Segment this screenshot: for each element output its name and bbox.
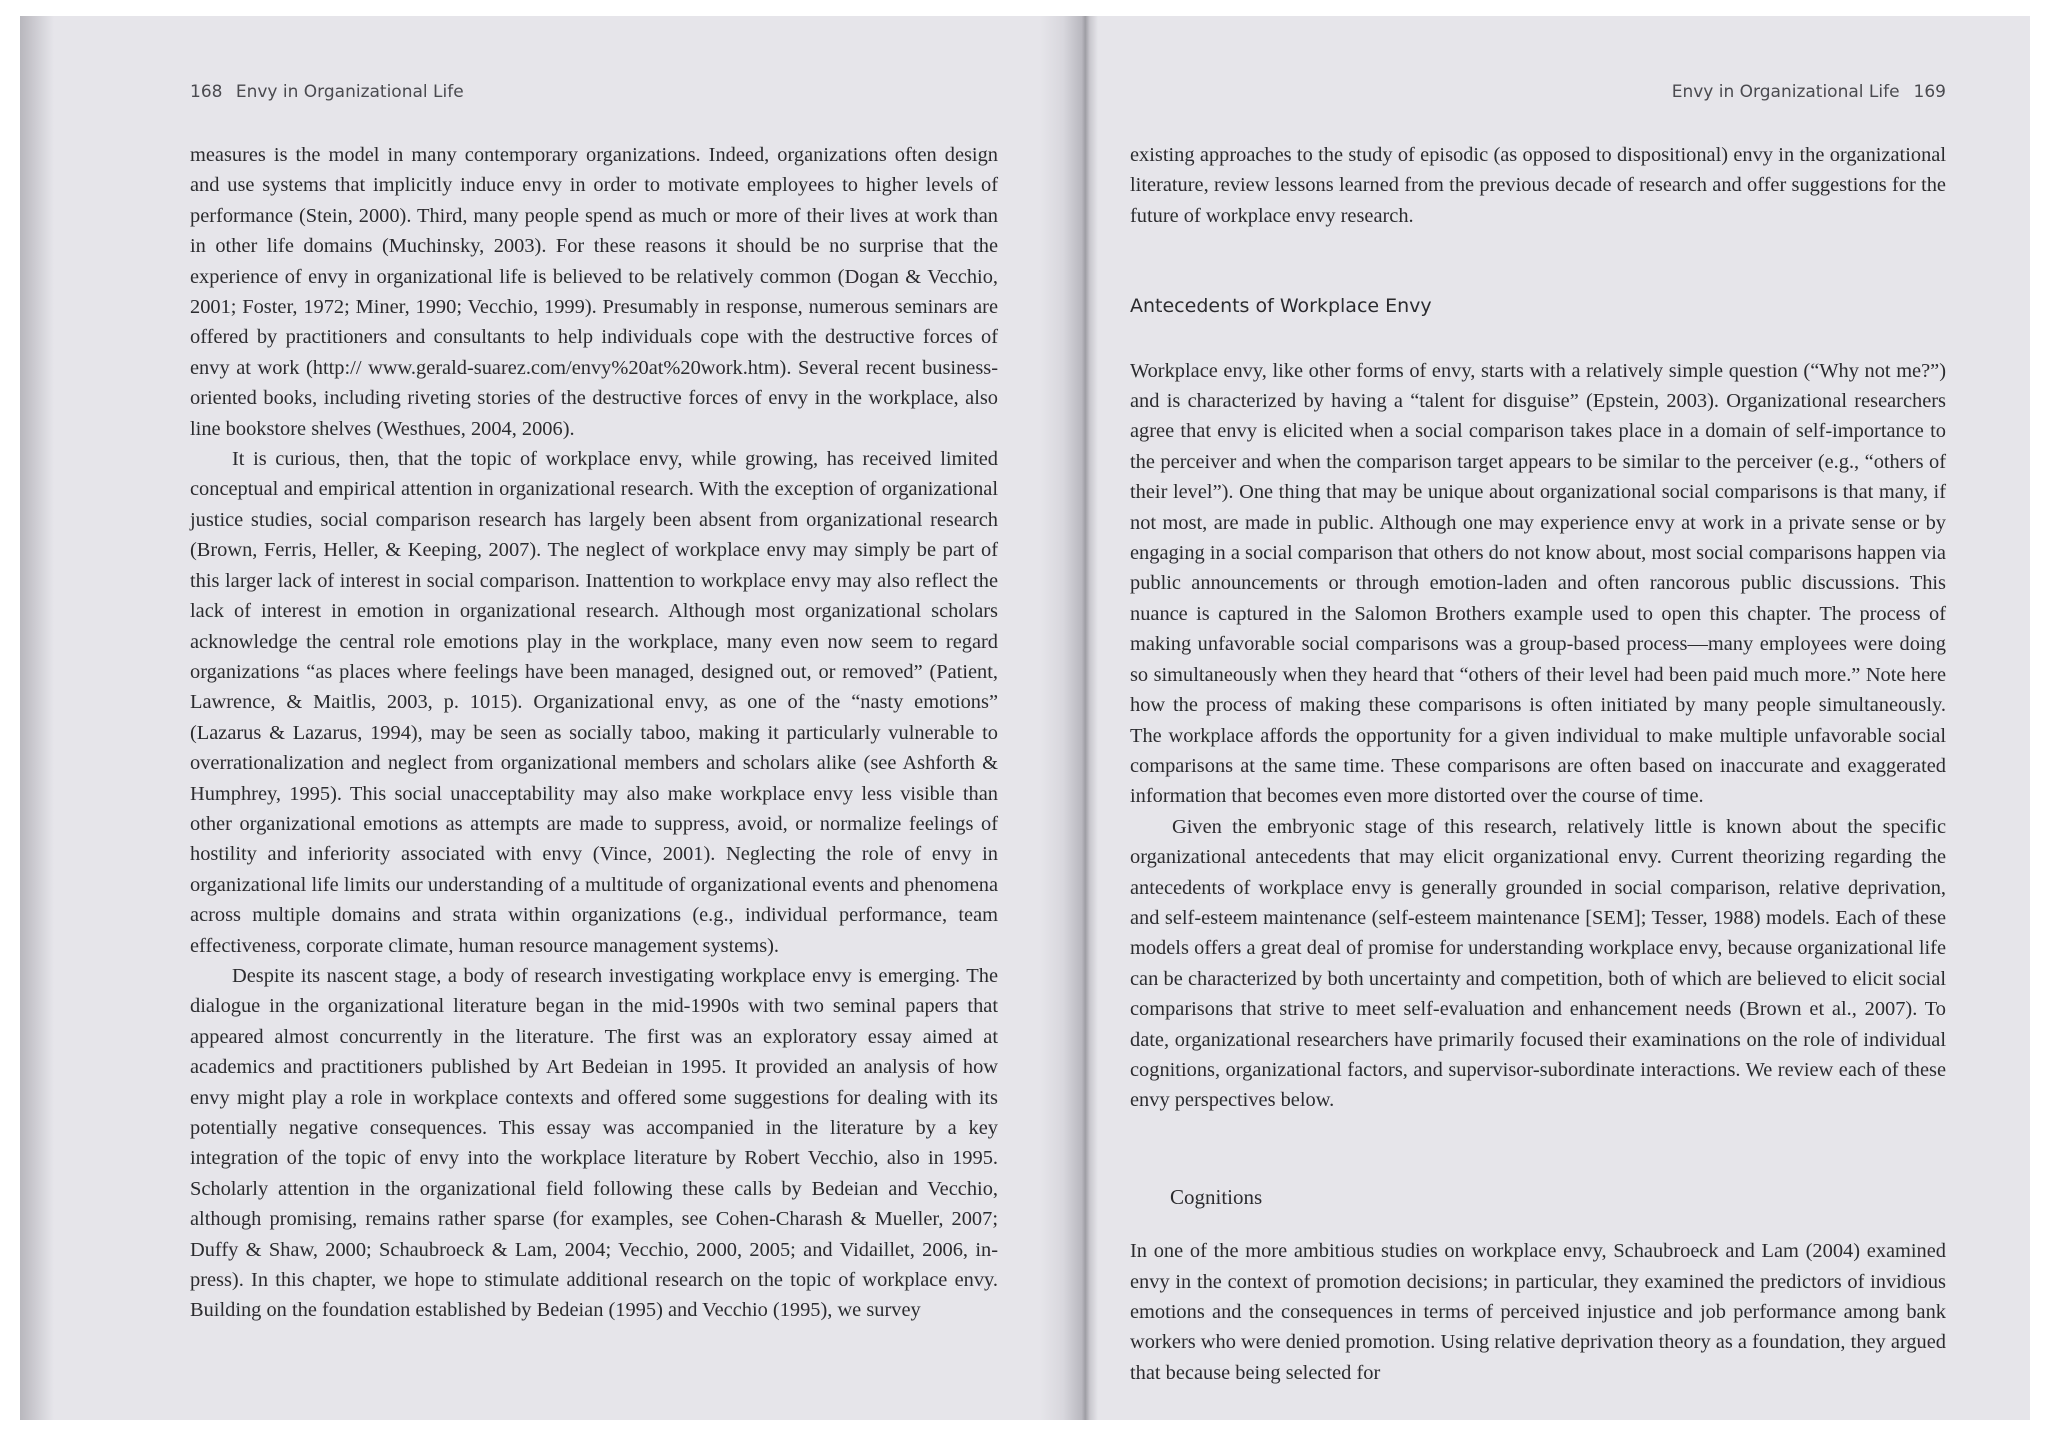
- paragraph: Despite its nascent stage, a body of research investigating workplace envy is emerging. The dialogue in the organizational literature began in the mid-1990s with two seminal papers that appeared almost concurrently in the literature. The first was an exploratory essay aimed at academics and practitioners published by Art Bedeian in 1995. It provided an analysis of how envy might play a role in workplace contexts and offered some suggestions for dealing with its potentially negative consequences. This essay was accompanied in the literature by a key integration of the topic of envy into the workplace literature by Robert Vecchio, also in 1995. Scholarly attention in the organizational field following these calls by Bedeian and Vecchio, although promising, remains rather sparse (for examples, see Cohen-Charash & Mueller, 2007; Duffy & Shaw, 2000; Schaubroeck & Lam, 2004; Vecchio, 2000, 2005; and Vidaillet, 2006, in-press). In this chapter, we hope to stimulate additional research on the topic of workplace envy. Building on the foundation established by Bedeian (1995) and Vecchio (1995), we survey: [190, 964, 998, 1322]
- paragraph: In one of the more ambitious studies on workplace envy, Schaubroeck and Lam (2004) examined envy in the context of promotion decisions; in particular, they examined the predictors of invidious emotions and the consequences in terms of perceived injustice and job performance among bank workers who were denied promotion. Using relative deprivation theory as a foundation, they argued that because being selected for: [1130, 1240, 1946, 1384]
- paragraph: measures is the model in many contemporary organizations. Indeed, organizations often design and use systems that implicitly induce envy in order to motivate employees to higher levels of performance (Stein, 2000). Third, many people spend as much or more of their lives at work than in other life domains (Muchinsky, 2003). For these reasons it should be no surprise that the experience of envy in organizational life is believed to be relatively common (Dogan & Vecchio, 2001; Foster, 1972; Miner, 1990; Vecchio, 1999). Presumably in response, numerous seminars are offered by practitioners and consultants to help individuals cope with the destructive forces of envy at work (http:// www.gerald-suarez.com/envy%20at%20work.htm). Several recent business-oriented books, including riveting stories of the destructive forces of envy in the workplace, also line bookstore shelves (Westhues, 2004, 2006).: [190, 144, 998, 440]
- running-head-title: Envy in Organizational Life: [235, 82, 464, 102]
- scanned-spread: [20, 16, 2030, 1420]
- left-page: [190, 16, 998, 1420]
- paragraph: Given the embryonic stage of this research, relatively little is known about the specific organizational antecedents that may elicit organizational envy. Current theorizing regarding the antecedents of workplace envy is generally grounded in social comparison, relative deprivation, and self-esteem maintenance (self-esteem maintenance [SEM]; Tesser, 1988) models. Each of these models offers a great deal of promise for understanding workplace envy, because organizational life can be characterized by both uncertainty and competition, both of which are believed to elicit social comparisons that strive to meet self-evaluation and enhancement needs (Brown et al., 2007). To date, organizational researchers have primarily focused their examinations on the role of individual cognitions, organizational factors, and supervisor-subordinate interactions. We review each of these envy perspectives below.: [1130, 815, 1946, 1112]
- right-page: [1130, 16, 1946, 1420]
- page-edge-shadow: [20, 16, 54, 1420]
- running-head-left: [190, 82, 998, 102]
- left-body-text: [190, 140, 998, 1326]
- paragraph: Workplace envy, like other forms of envy, starts with a relatively simple question (“Why not me?”) and is characterized by having a “talent for disguise” (Epstein, 2003). Organizational researchers agree that envy is elicited when a social comparison takes place in a domain of self-importance to the perceiver and when the comparison target appears to be similar to the perceiver (e.g., “others of their level”). One thing that may be unique about organizational social comparisons is that many, if not most, are made in public. Although one may experience envy at work in a private sense or by engaging in a social comparison that others do not know about, most social comparisons happen via public announcements or through emotion-laden and often rancorous public discussions. This nuance is captured in the Salomon Brothers example used to open this chapter. The process of making unfavorable social comparisons was a group-based process—many employees were doing so simultaneously when they heard that “others of their level had been paid much more.” Note here how the process of making these comparisons is often initiated by many people simultaneously. The workplace affords the opportunity for a given individual to make multiple unfavorable social comparisons at the same time. These comparisons are often based on inaccurate and exaggerated information that becomes even more distorted over the course of time.: [1130, 359, 1946, 808]
- section-heading: Antecedents of Workplace Envy: [1130, 295, 1432, 318]
- book-gutter: [1040, 16, 1098, 1420]
- subsection-heading: Cognitions: [1170, 1184, 1263, 1209]
- running-head-title: Envy in Organizational Life: [1671, 82, 1900, 102]
- running-head-right: [1130, 82, 1946, 102]
- paragraph: It is curious, then, that the topic of workplace envy, while growing, has received limited conceptual and empirical attention in organizational research. With the exception of organizational justice studies, social comparison research has largely been absent from organizational research (Brown, Ferris, Heller, & Keeping, 2007). The neglect of workplace envy may simply be part of this larger lack of interest in social comparison. Inattention to workplace envy may also reflect the lack of interest in emotion in organizational research. Although most organizational scholars acknowledge the central role emotions play in the workplace, many even now seem to regard organizations “as places where feelings have been managed, designed out, or removed” (Patient, Lawrence, & Maitlis, 2003, p. 1015). Organizational envy, as one of the “nasty emotions” (Lazarus & Lazarus, 1994), may be seen as socially taboo, making it particularly vulnerable to overrationalization and neglect from organizational members and scholars alike (see Ashforth & Humphrey, 1995). This social unacceptability may also make workplace envy less visible than other organizational emotions as attempts are made to suppress, avoid, or normalize feelings of hostility and inferiority associated with envy (Vince, 2001). Neglecting the role of envy in organizational life limits our understanding of a multitude of organizational events and phenomena across multiple domains and strata within organizations (e.g., individual performance, team effectiveness, corporate climate, human resource management systems).: [190, 448, 998, 957]
- page-number: 169: [1913, 82, 1946, 102]
- paragraph: existing approaches to the study of episodic (as opposed to dispositional) envy in the organizational literature, review lessons learned from the previous decade of research and offer suggestions for the future of workplace envy research.: [1130, 144, 1946, 227]
- right-body-text: [1130, 140, 1946, 1388]
- page-number: 168: [190, 82, 223, 102]
